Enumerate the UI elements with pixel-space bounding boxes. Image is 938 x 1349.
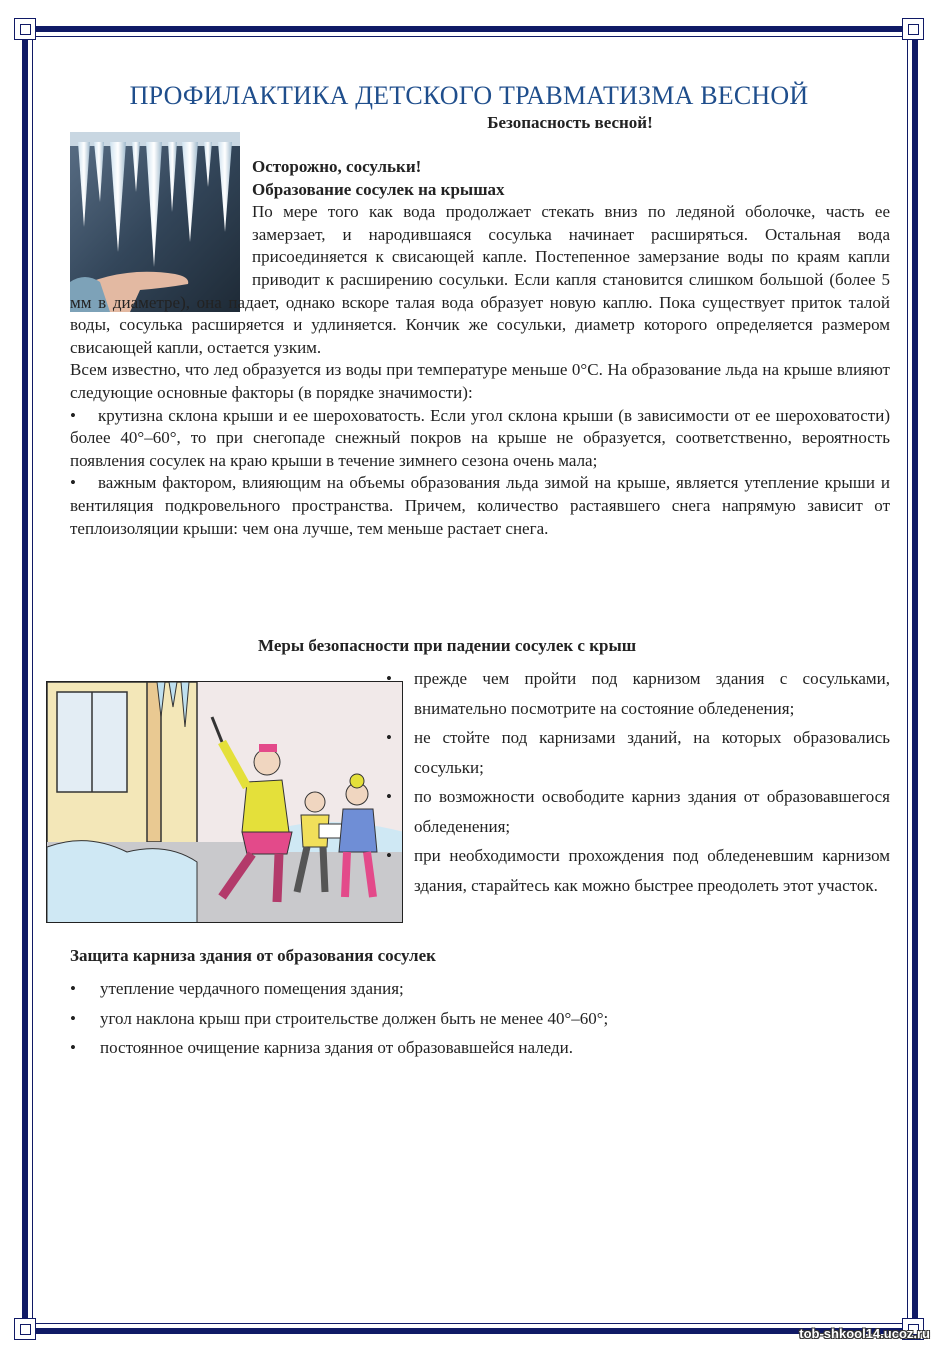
page-title: ПРОФИЛАКТИКА ДЕТСКОГО ТРАВМАТИЗМА ВЕСНОЙ (129, 81, 809, 110)
list-item (70, 405, 890, 473)
list-item-text: прежде чем пройти под карнизом здания с сосульками, внимательно посмотрите на состояние обледенения; (414, 669, 890, 718)
list-item-text: по возможности освободите карниз здания от образовавшегося обледенения; (414, 787, 890, 836)
list-item (70, 1033, 890, 1063)
bullet-icon: • (70, 979, 76, 998)
paragraph: Всем известно, что лед образуется из воды при температуре меньше 0°С. На образование льда на крыше влияют следующие основные факторы (в порядке значимости): (70, 360, 890, 402)
list-item (70, 1004, 890, 1034)
bullet-icon: • (386, 669, 392, 688)
bullet-icon: • (386, 787, 392, 806)
list-item (386, 782, 890, 841)
list-item-text: крутизна склона крыши и ее шероховатость. Если угол склона крыши (в зависимости от ее шероховатости) более 40°–60°, то при снегопаде снежный покров на крыше не образуется, соответственно, вероятность появления сосулек на краю крыши в течение зимнего сезона очень мала; (70, 405, 890, 470)
bullet-icon: • (70, 405, 76, 425)
list-item-text: при необходимости прохождения под обледеневшим карнизом здания, старайтесь как можно быстрее преодолеть этот участок. (414, 846, 890, 895)
measures-heading: Меры безопасности при падении сосулек с крыш (258, 636, 637, 655)
bullet-icon: • (386, 846, 392, 865)
section-subheading: Образование сосулек на крышах (252, 179, 505, 199)
site-watermark: tob-shkool14.ucoz.ru (799, 1326, 930, 1341)
list-item-text: утепление чердачного помещения здания; (100, 979, 404, 998)
list-item (70, 472, 890, 540)
frame-corner-ornament (14, 18, 36, 40)
list-item (386, 723, 890, 782)
list-item-text: угол наклона крыш при строительстве должен быть не менее 40°–60°; (100, 1008, 609, 1028)
protection-list (70, 974, 890, 1063)
paragraph: По мере того как вода продолжает стекать вниз по ледяной оболочке, часть ее замерзает, и народившаяся сосулька начинает расширяться. Остальная вода присоединяется к свисающей капле. Постепенное замерзание воды по краям капли приводит к расширению сосульки. Если капля становится слишком большой (более 5 мм в диаметре), она падает, однако вскоре талая вода образует новую каплю. Пока существует приток талой воды, сосулька расширяется и удлиняется. Кончик же сосульки, диаметр которого определяется размером свисающей капли, остается узким. (70, 202, 890, 357)
icicles-section (70, 156, 890, 540)
section-heading: Осторожно, сосульки! (252, 157, 422, 176)
bullet-icon: • (70, 473, 76, 493)
frame-corner-ornament (14, 1318, 36, 1340)
list-item (386, 664, 890, 723)
frame-corner-ornament (902, 18, 924, 40)
list-item (70, 974, 890, 1004)
list-item-text: не стойте под карнизами зданий, на которых образовались сосульки; (414, 728, 890, 777)
bullet-icon: • (386, 728, 392, 747)
page-subtitle: Безопасность весной! (487, 113, 653, 132)
list-item-text: важным фактором, влияющим на объемы образования льда зимой на крыше, является утепление крыши и вентиляция подкровельного пространства. Причем, количество растаявшего снега напрямую зависит от теплоизоляции крыши: чем она лучше, тем меньше растает снега. (70, 473, 890, 538)
protection-heading: Защита карниза здания от образования сосулек (70, 946, 436, 965)
bullet-icon: • (70, 1038, 76, 1057)
bullet-icon: • (70, 1008, 76, 1028)
list-item-text: постоянное очищение карниза здания от образовавшейся наледи. (100, 1038, 574, 1057)
measures-list (386, 664, 890, 900)
children-under-icicles-illustration (46, 681, 403, 923)
list-item (386, 841, 890, 900)
